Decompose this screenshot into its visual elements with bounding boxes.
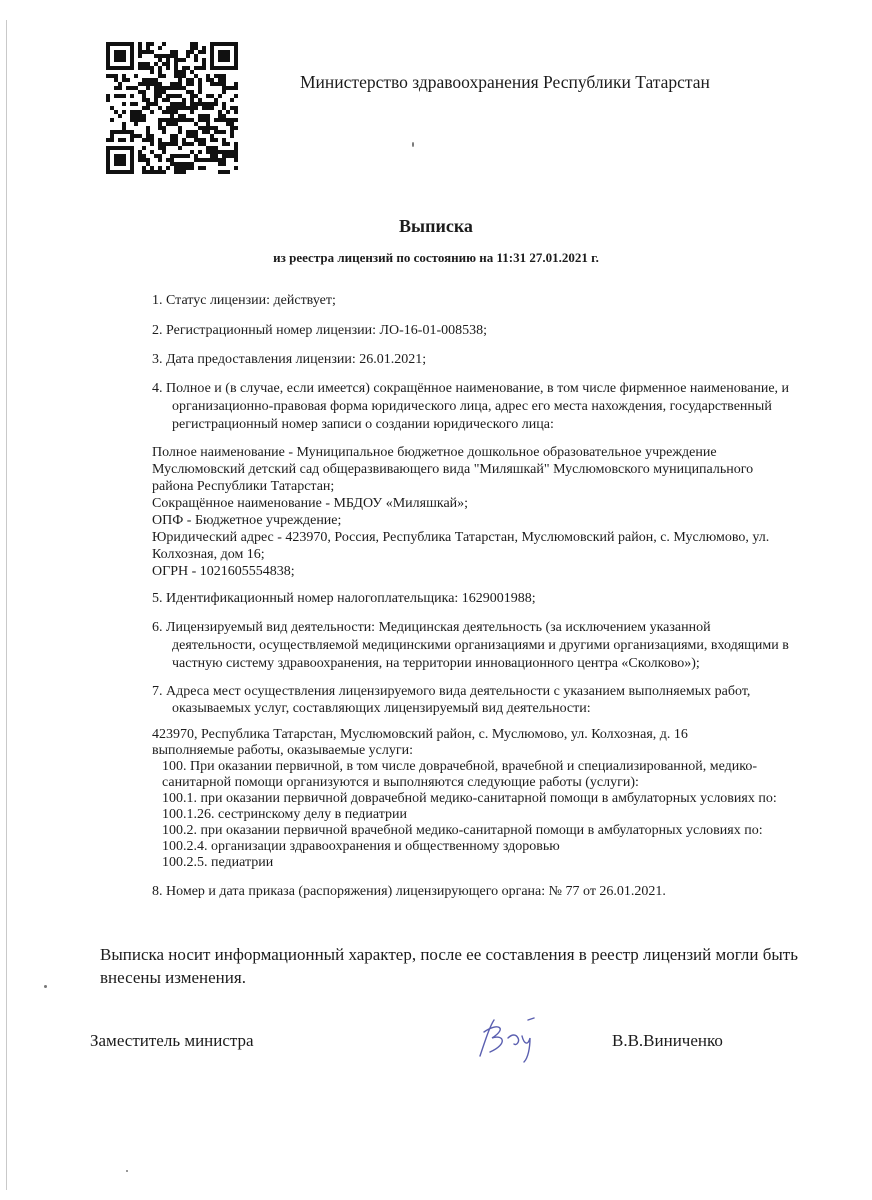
item-activity-cont: частную систему здравоохранения, на территории инновационного центра «Сколково»); [172,656,700,671]
work-item: 100.1. при оказании первичной доврачебной медико-санитарной помощи в амбулаторных условиях по: [162,791,777,806]
entity-full-name-cont: района Республики Татарстан; [152,479,335,494]
work-item: 100.2.5. педиатрии [162,855,274,870]
item-activity-cont: деятельности, осуществляемой медицинскими организациями и другими организациями, входящими в [172,638,789,653]
item-status: 1. Статус лицензии: действует; [152,293,336,308]
item-activity: 6. Лицензируемый вид деятельности: Медицинская деятельность (за исключением указанной [152,620,711,635]
activity-address: 423970, Республика Татарстан, Муслюмовский район, с. Муслюмово, ул. Колхозная, д. 16 [152,727,688,742]
disclaimer: Выписка носит информационный характер, после ее составления в реестр лицензий могли быть [100,945,798,964]
item-order: 8. Номер и дата приказа (распоряжения) лицензирующего органа: № 77 от 26.01.2021. [152,884,666,899]
item-reg-number: 2. Регистрационный номер лицензии: ЛО-16-01-008538; [152,323,487,338]
item-inn: 5. Идентификационный номер налогоплательщика: 1629001988; [152,591,536,606]
qr-code-icon [106,42,238,174]
signatory-name: В.В.Виниченко [612,1031,723,1050]
entity-legal-address: Юридический адрес - 423970, Россия, Республика Татарстан, Муслюмовский район, с. Муслюмово, ул. [152,530,770,545]
disclaimer-cont: внесены изменения. [100,968,246,987]
work-item: 100.2. при оказании первичной врачебной медико-санитарной помощи в амбулаторных условиях по: [162,823,763,838]
document-subtitle: из реестра лицензий по состоянию на 11:31 27.01.2021 г. [273,250,599,265]
entity-full-name: Полное наименование - Муниципальное бюджетное дошкольное образовательное учреждение [152,445,717,460]
item-entity-heading-cont: регистрационный номер записи о создании юридического лица: [172,417,554,432]
scan-speck [126,1170,128,1172]
works-intro: 100. При оказании первичной, в том числе доврачебной, врачебной и специализированной, медико- [162,759,758,774]
item-entity-heading-cont: организационно-правовая форма юридического лица, адрес его места нахождения, государственный [172,399,772,414]
work-item: 100.1.26. сестринскому делу в педиатрии [162,807,408,822]
item-entity-heading: 4. Полное и (в случае, если имеется) сокращённое наименование, в том числе фирменное наименование, и [152,381,790,396]
works-intro-cont: санитарной помощи организуются и выполняются следующие работы (услуги): [162,775,639,790]
item-date: 3. Дата предоставления лицензии: 26.01.2021; [152,352,427,367]
entity-full-name-cont: Муслюмовский детский сад общеразвивающего вида "Миляшкай" Муслюмовского муниципального [152,462,754,477]
scan-speck [412,142,414,147]
scan-edge [6,20,7,1190]
entity-ogrn: ОГРН - 1021605554838; [152,564,295,579]
ministry-name: Министерство здравоохранения Республики Татарстан [300,72,710,92]
entity-short-name: Сокращённое наименование - МБДОУ «Миляшкай»; [152,496,469,511]
entity-opf: ОПФ - Бюджетное учреждение; [152,513,342,528]
entity-legal-address-cont: Колхозная, дом 16; [152,547,265,562]
work-item: 100.2.4. организации здравоохранения и общественному здоровью [162,839,560,854]
signatory-position: Заместитель министра [90,1031,254,1050]
signature-icon [468,1008,548,1064]
document-title: Выписка [399,216,473,236]
works-label: выполняемые работы, оказываемые услуги: [152,743,414,758]
item-addresses-cont: оказываемых услуг, составляющих лицензируемый вид деятельности: [172,701,591,716]
scan-speck [44,985,47,988]
item-addresses: 7. Адреса мест осуществления лицензируемого вида деятельности с указанием выполняемых работ, [152,684,751,699]
